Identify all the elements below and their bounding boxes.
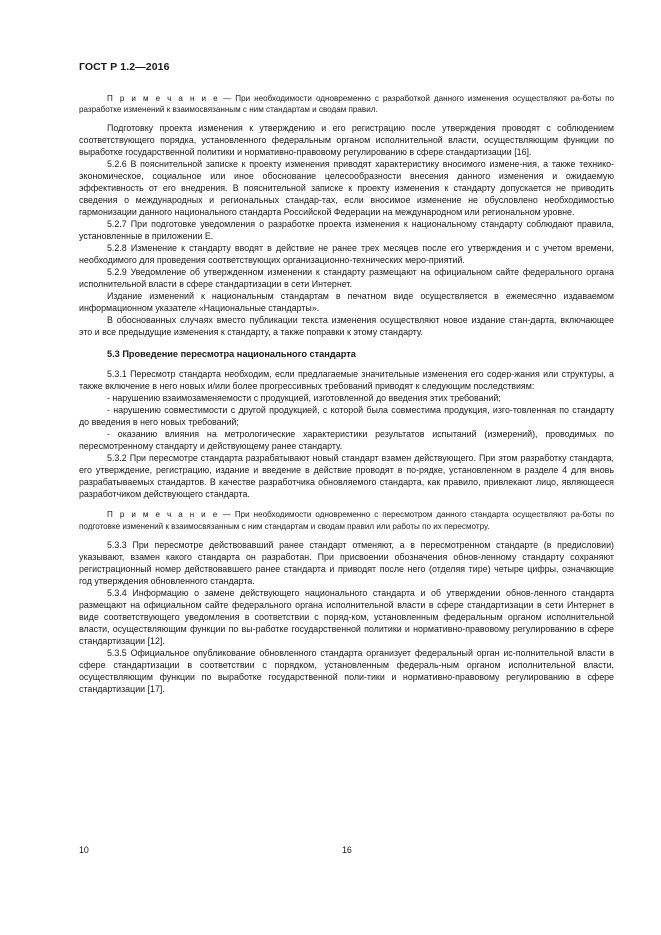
list-item: - оказанию влияния на метрологические характеристики результатов испытаний (измерений), проводимых по пересмотренному стандарту и действующему ранее стандарту. bbox=[79, 429, 614, 452]
note-1 bbox=[79, 93, 614, 115]
page-number: 10 bbox=[79, 845, 89, 855]
list-item: - нарушению совместимости с другой продукцией, с которой была совместима продукция, изго-товленная по стандарту до введения в него новых требований; bbox=[79, 405, 614, 428]
paragraph-5-3-4: 5.3.4 Информацию о замене действующего национального стандарта и об утверждении обнов-ленного стандарта размещают на официальном сайте федерального органа исполнительной власти в сфере стандартизации в сети Интернет в виде соответствующего уведомления в соответствии с поряд-ком, установленным федеральным органом исполнительной власти, осуществляющим функции по вы-работке государственной политики и нормативно-правовому регулированию в сфере стандартизации [12]. bbox=[79, 587, 614, 646]
paragraph-5-2-6: 5.2.6 В пояснительной записке к проекту изменения приводят характеристику вносимого измене-ния, а также технико-экономическое, социальное или иное обоснование целесообразности внесения данного изменения и ожидаемую эффективность от его внедрения. В пояснительной записке к проекту изменения к стандарту допускается не приводить сведения о международных и региональных стандар-тах, если вносимое изменение не обусловлено необходимостью гармонизации данного национального стандарта Российской Федерации на международном или региональном уровне. bbox=[79, 159, 614, 218]
paragraph-group-c bbox=[79, 539, 614, 695]
paragraph: Издание изменений к национальным стандартам в печатном виде осуществляется в ежемесячно издаваемом информационном указателе «Национальные стандарты». bbox=[79, 291, 614, 314]
paragraph-5-2-9: 5.2.9 Уведомление об утвержденном изменении к стандарту размещают на официальном сайте федерального органа исполнительной власти в сфере стандартизации в сети Интернет. bbox=[79, 267, 614, 290]
document-header: ГОСТ Р 1.2—2016 bbox=[79, 61, 170, 73]
paragraph-5-3-3: 5.3.3 При пересмотре действовавший ранее стандарт отменяют, а в пересмотренном стандарте (в предисловии) указывают, взамен какого стандарта он разработан. При присвоении обозначения обнов-ленному стандарту сохраняют регистрационный номер действовавшего ранее стандарта и приводят после него (отделяя тире) четыре цифры, означающие год утверждения обновленного стандарта. bbox=[79, 539, 614, 586]
paragraph-5-3-2: 5.3.2 При пересмотре стандарта разрабатывают новый стандарт взамен действующего. При этом разработку стандарта, его утверждение, регистрацию, издание и введение в действие проводят в по-рядке, установленном в разделе 4 для вновь разрабатываемых стандартов. В качестве разработчика обновляемого стандарта, как правило, привлекают лицо, являющееся разработчиком действующего стандарта. bbox=[79, 453, 614, 500]
paragraph-5-3-1: 5.3.1 Пересмотр стандарта необходим, если предлагаемые значительные изменения его содер-жания или структуры, а также включение в него новых и/или более прогрессивных требований приводят к следующим последствиям: bbox=[79, 369, 614, 392]
note-2 bbox=[79, 509, 614, 531]
paragraph-group-b bbox=[79, 368, 614, 500]
section-title: 5.3 Проведение пересмотра национального стандарта bbox=[107, 349, 356, 360]
list-item: - нарушению взаимозаменяемости с продукцией, изготовленной до введения этих требований; bbox=[107, 393, 501, 404]
note-2-label: П р и м е ч а н и е bbox=[107, 510, 219, 520]
paragraph-group-a bbox=[79, 122, 614, 338]
document-body bbox=[79, 93, 614, 695]
note-2-text: — При необходимости одновременно с пересмотром данного стандарта осуществляют ра-боты по подготовке изменений к взаимосвязанным с ним стандартам и сводам правил или работы по их пересмотру. bbox=[79, 510, 614, 531]
paragraph: Подготовку проекта изменения к утверждению и его регистрацию после утверждения проводят с соблюдением соответствующего порядка, установленного федеральным органом исполнительной власти, осуществляющим функции по выработке государственной политики и нормативно-правовому регулированию в сфере стандартизации [16]. bbox=[79, 123, 614, 158]
paragraph-5-2-8: 5.2.8 Изменение к стандарту вводят в действие не ранее трех месяцев после его утверждения и с учетом времени, необходимого для проведения соответствующих организационно-технических меро-приятий. bbox=[79, 243, 614, 266]
note-1-text: — При необходимости одновременно с разработкой данного изменения осуществляют ра-боты по разработке изменений к взаимосвязанным с ним стандартам и сводам правил. bbox=[79, 94, 615, 115]
note-1-label: П р и м е ч а н и е bbox=[107, 94, 220, 103]
page-number-center: 16 bbox=[342, 845, 352, 855]
paragraph-5-3-5: 5.3.5 Официальное опубликование обновленного стандарта организует федеральный орган ис-полнительной власти в сфере стандартизации в соответствии с порядком, установленным федераль-ным органом исполнительной власти, осуществляющим функции по выработке государственной поли-тики и нормативно-правовому регулированию в сфере стандартизации [17]. bbox=[79, 647, 614, 694]
paragraph-5-2-7: 5.2.7 При подготовке уведомления о разработке проекта изменения к национальному стандарту соблюдают правила, установленные в приложении Е. bbox=[79, 219, 614, 242]
paragraph: В обоснованных случаях вместо публикации текста изменения осуществляют новое издание стан-дарта, включающее это и все предыдущие изменения к стандарту, а также поправки к этому стандарту. bbox=[79, 315, 614, 338]
